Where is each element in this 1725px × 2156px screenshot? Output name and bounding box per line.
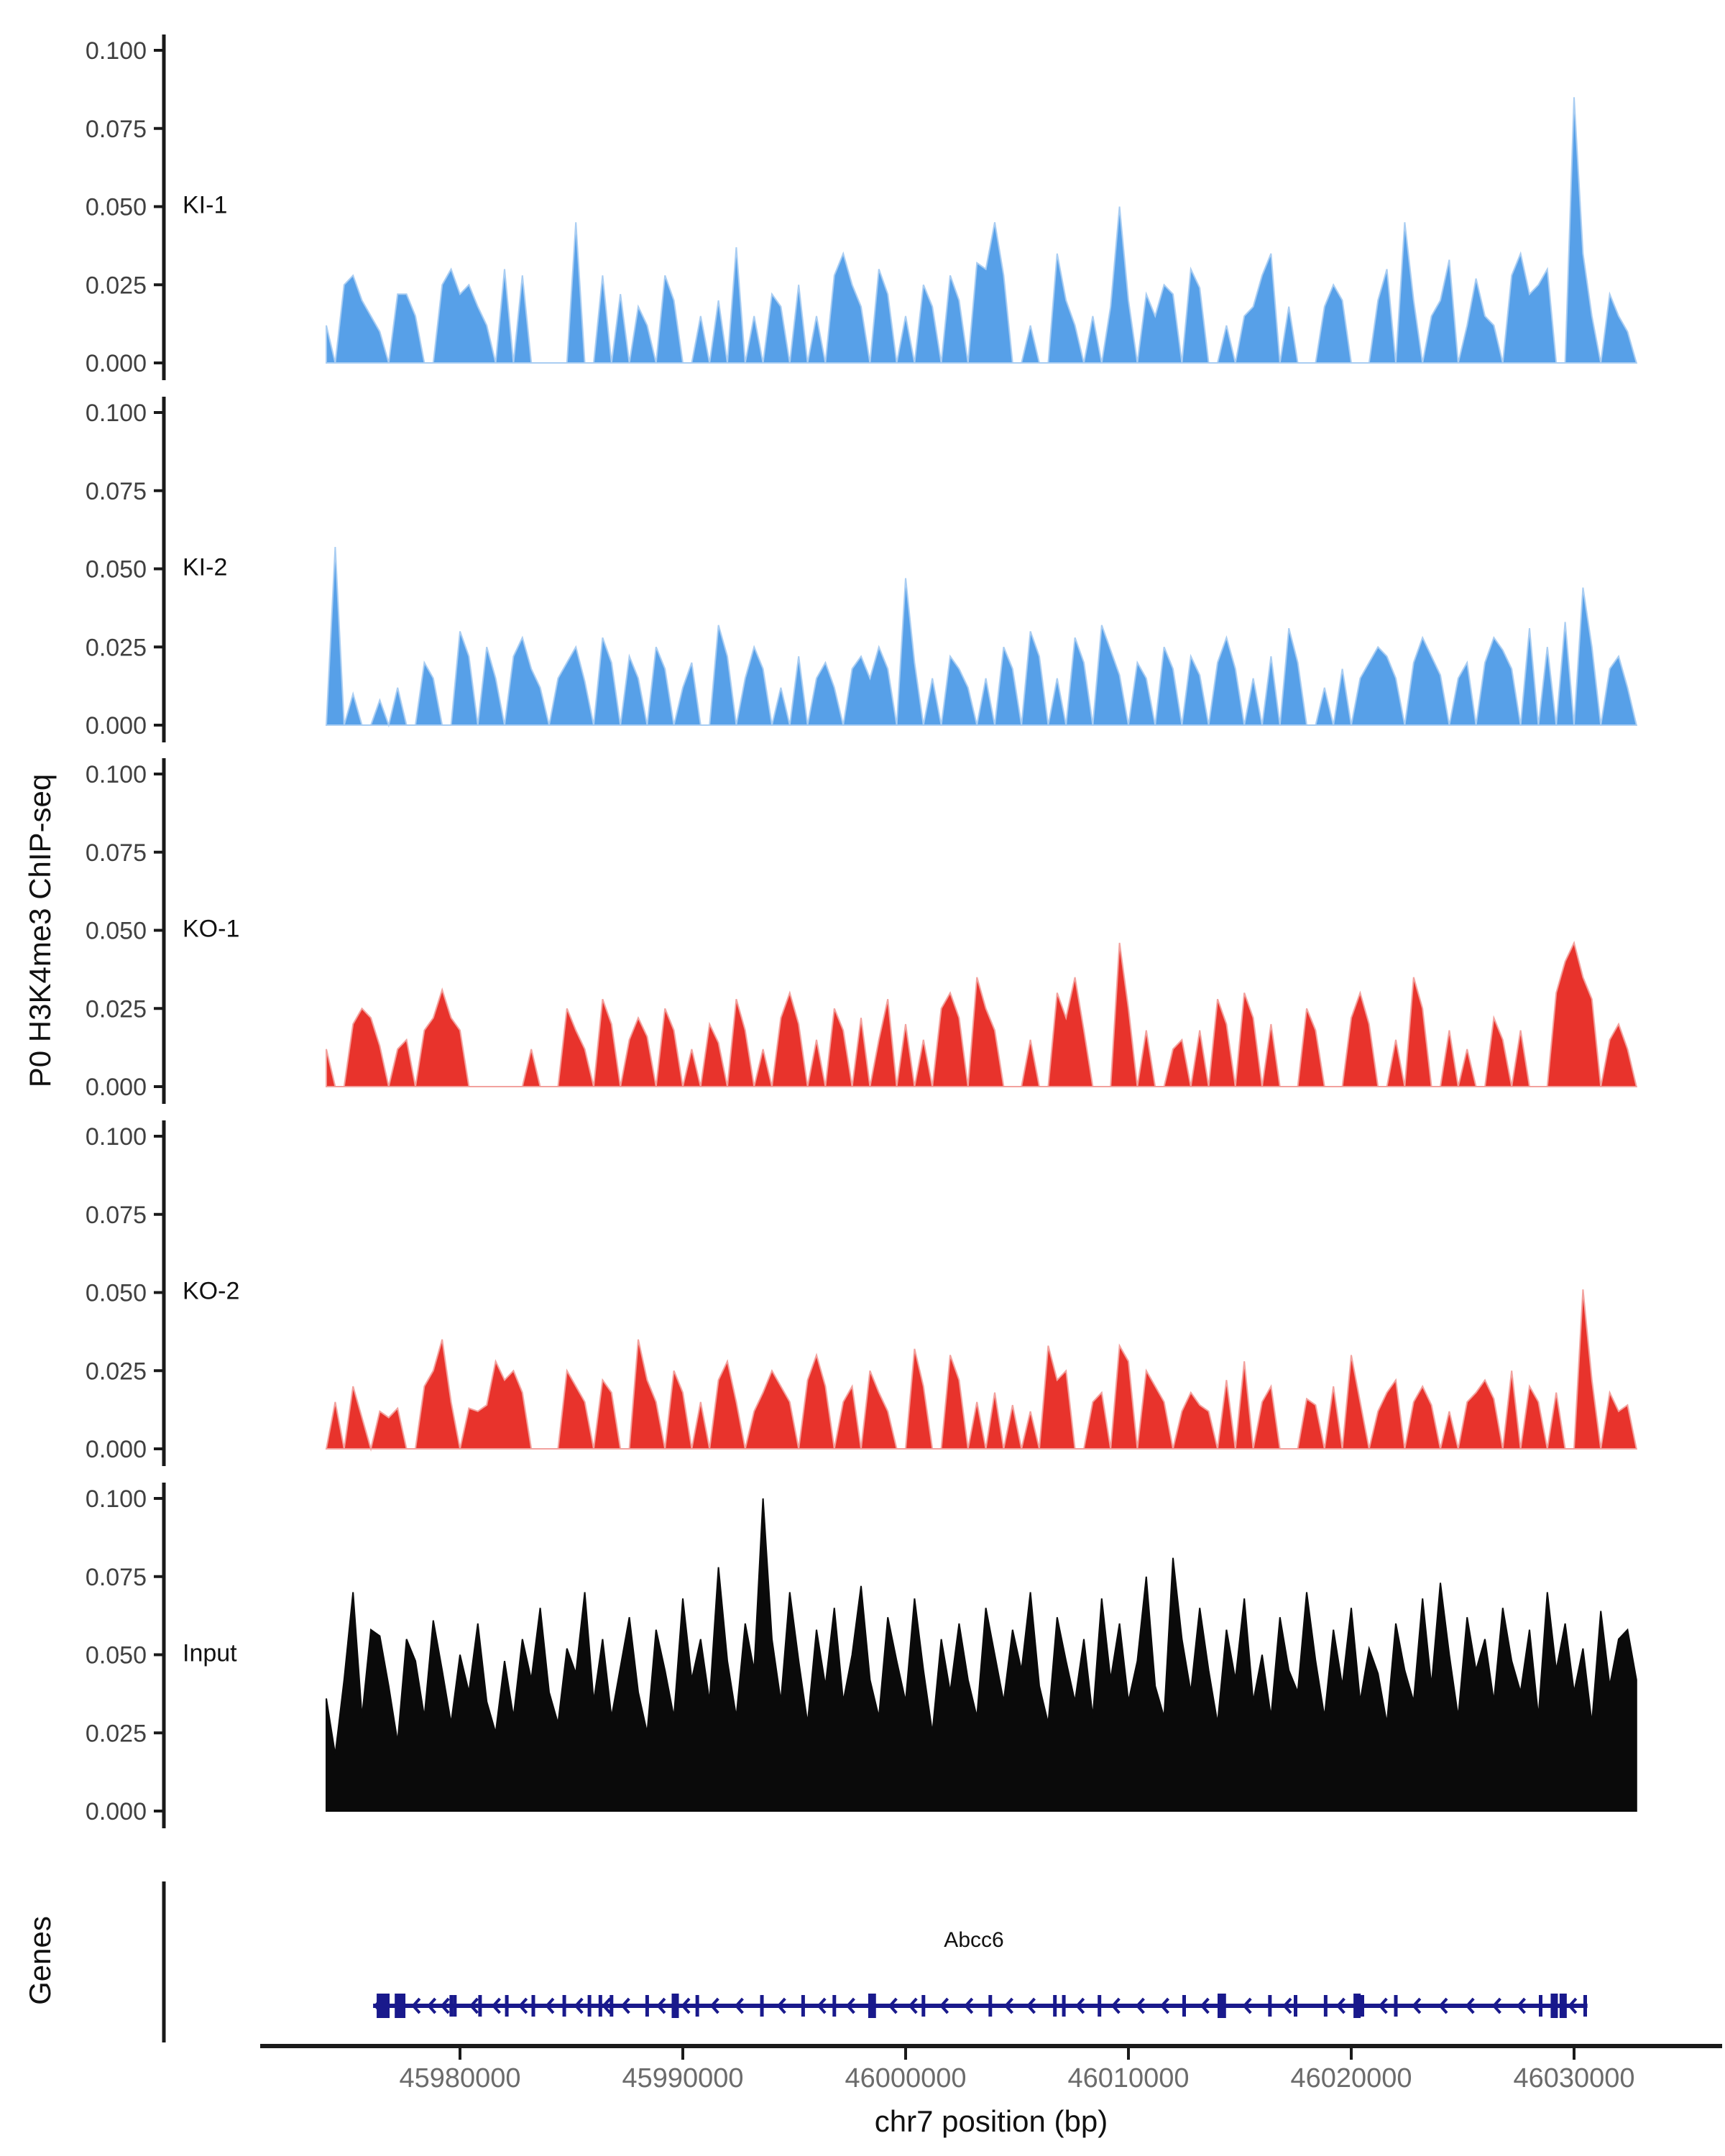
gene-exon-block <box>1353 1994 1361 2018</box>
track-panel-KI-1 <box>86 34 1637 380</box>
gene-exon-tick <box>921 1995 925 2017</box>
x-tick-label: 46000000 <box>845 2063 967 2093</box>
gene-exon-tick <box>505 1995 509 2017</box>
gene-exon-tick <box>1294 1995 1297 2017</box>
gene-exon-block <box>1218 1994 1226 2018</box>
gene-exon-block <box>1550 1994 1558 2018</box>
gene-exon-tick <box>1062 1995 1066 2017</box>
y-tick-label: 0.100 <box>85 400 147 427</box>
y-tick-label: 0.075 <box>85 1563 147 1591</box>
gene-exon-tick <box>531 1995 535 2017</box>
y-tick-label: 0.075 <box>85 477 147 505</box>
y-tick-label: 0.050 <box>85 1279 147 1307</box>
y-tick-label: 0.050 <box>85 917 147 945</box>
track-label-ki2: KI-2 <box>183 553 228 581</box>
y-tick-label: 0.075 <box>85 115 147 143</box>
track-label-ko2: KO-2 <box>183 1277 240 1305</box>
gene-exon-tick <box>1053 1995 1057 2017</box>
gene-exon-tick <box>645 1995 649 2017</box>
y-tick-label: 0.025 <box>85 995 147 1023</box>
track-area-KI-2 <box>326 547 1637 725</box>
gene-exon-tick <box>610 1995 613 2017</box>
y-tick-label: 0.100 <box>85 1123 147 1151</box>
y-tick-label: 0.000 <box>85 1074 147 1101</box>
y-tick-label: 0.025 <box>85 634 147 662</box>
gene-exon-block <box>377 1994 390 2018</box>
y-tick-label: 0.000 <box>85 350 147 377</box>
gene-exon-tick <box>1583 1995 1587 2017</box>
gene-exon-tick <box>760 1995 764 2017</box>
y-tick-label: 0.000 <box>85 1798 147 1825</box>
gene-exon-tick <box>801 1995 805 2017</box>
y-tick-label: 0.075 <box>85 839 147 867</box>
y-tick-label: 0.000 <box>85 1436 147 1463</box>
y-tick-label: 0.050 <box>85 556 147 584</box>
x-tick-label: 45990000 <box>622 2063 744 2093</box>
track-panel-KO-1 <box>86 758 1637 1104</box>
gene-exon-tick <box>449 1995 453 2017</box>
genes-panel <box>164 1881 1588 2042</box>
track-label-ko1: KO-1 <box>183 915 240 943</box>
x-axis <box>260 2046 1722 2093</box>
y-tick-label: 0.025 <box>85 272 147 300</box>
gene-exon-tick <box>599 1995 602 2017</box>
track-label-input: Input <box>183 1639 237 1667</box>
gene-exon-tick <box>478 1995 482 2017</box>
y-tick-label: 0.100 <box>85 761 147 788</box>
x-tick-label: 45980000 <box>399 2063 521 2093</box>
gene-exon-block <box>395 1994 405 2018</box>
track-panel-KO-2 <box>86 1120 1637 1466</box>
gene-exon-block <box>1560 1994 1567 2018</box>
x-tick-label: 46020000 <box>1290 2063 1412 2093</box>
y-tick-label: 0.075 <box>85 1201 147 1229</box>
gene-exon-block <box>868 1994 876 2018</box>
gene-label: Abcc6 <box>944 1928 1004 1952</box>
x-tick-label: 46010000 <box>1067 2063 1190 2093</box>
gene-exon-tick <box>1539 1995 1542 2017</box>
y-tick-label: 0.050 <box>85 193 147 221</box>
y-tick-label: 0.025 <box>85 1358 147 1386</box>
gene-exon-tick <box>832 1995 836 2017</box>
genes-panel-title: Genes <box>23 1916 57 2005</box>
gene-exon-tick <box>696 1995 699 2017</box>
gene-exon-tick <box>563 1995 566 2017</box>
gene-exon-tick <box>588 1995 592 2017</box>
gene-exon-tick <box>1324 1995 1328 2017</box>
gene-exon-tick <box>1361 1995 1364 2017</box>
y-tick-label: 0.100 <box>85 1485 147 1513</box>
x-tick-label: 46030000 <box>1513 2063 1635 2093</box>
y-tick-label: 0.100 <box>85 37 147 65</box>
y-tick-label: 0.050 <box>85 1641 147 1669</box>
x-axis-title: chr7 position (bp) <box>874 2104 1108 2138</box>
track-label-ki1: KI-1 <box>183 191 228 219</box>
y-axis-title: P0 H3K4me3 ChIP-seq <box>23 773 57 1088</box>
y-tick-label: 0.025 <box>85 1720 147 1748</box>
gene-exon-tick <box>1182 1995 1186 2017</box>
gene-exon-tick <box>1394 1995 1398 2017</box>
y-tick-label: 0.000 <box>85 712 147 740</box>
track-area-KO-2 <box>326 1289 1637 1449</box>
track-area-KO-1 <box>326 943 1637 1087</box>
gene-exon-tick <box>453 1995 456 2017</box>
gene-exon-tick <box>1268 1995 1271 2017</box>
track-area-KI-1 <box>326 97 1637 363</box>
track-panel-Input <box>86 1483 1637 1828</box>
gene-exon-block <box>672 1994 679 2018</box>
track-panel-KI-2 <box>86 397 1637 742</box>
gene-exon-tick <box>1098 1995 1101 2017</box>
gene-exon-tick <box>988 1995 992 2017</box>
track-area-Input <box>326 1498 1637 1811</box>
